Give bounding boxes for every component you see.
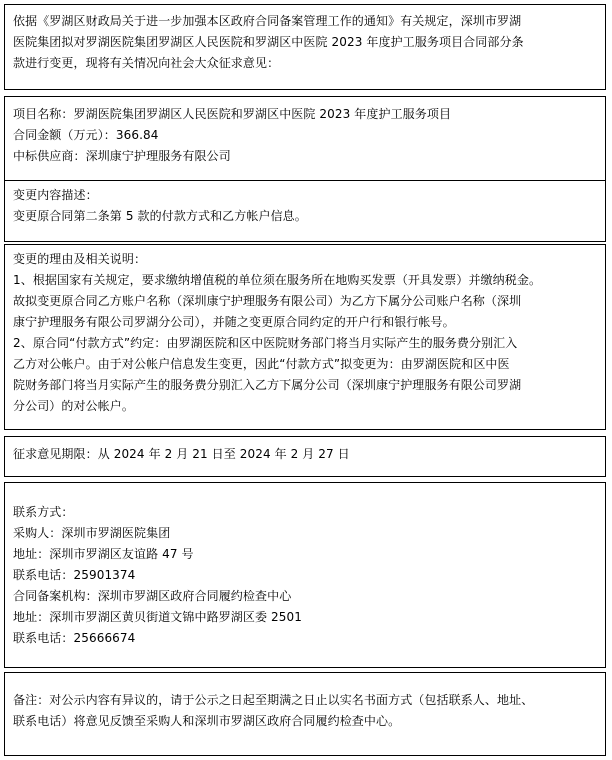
project-name: 项目名称：罗湖医院集团罗湖区人民医院和罗湖区中医院 2023 年度护工服务项目 xyxy=(13,107,452,121)
deadline-text: 征求意见期限：从 2024 年 2 月 21 日至 2024 年 2 月 27 日 xyxy=(13,447,350,461)
note-section xyxy=(4,672,606,756)
note-line: 联系电话）将意见反馈至采购人和深圳市罗湖区政府合同履约检查中心。 xyxy=(13,714,401,728)
purchaser-address: 地址：深圳市罗湖区友谊路 47 号 xyxy=(13,547,194,561)
reason-line: 乙方对公帐户。由于对公帐户信息发生变更，因此“付款方式”拟变更为：由罗湖医院和区中医 xyxy=(13,357,510,371)
filing-agency: 合同备案机构：深圳市罗湖区政府合同履约检查中心 xyxy=(13,589,292,603)
reason-line: 康宁护理服务有限公司罗湖分公司），并随之变更原合同约定的开户行和银行帐号。 xyxy=(13,315,455,329)
deadline-section xyxy=(4,436,606,477)
intro-line: 款进行变更，现将有关情况向社会大众征求意见： xyxy=(13,56,280,70)
contact-title: 联系方式： xyxy=(13,505,74,519)
reason-line: 故拟变更原合同乙方账户名称（深圳康宁护理服务有限公司）为乙方下属分公司账户名称（深圳 xyxy=(13,294,522,308)
reason-line: 1、根据国家有关规定，要求缴纳增值税的单位须在服务所在地购买发票（开具发票）并缴纳税金。 xyxy=(13,273,542,287)
purchaser-phone: 联系电话：25901374 xyxy=(13,568,136,582)
intro-section xyxy=(4,4,606,90)
purchaser: 采购人：深圳市罗湖医院集团 xyxy=(13,526,171,540)
reasons-section xyxy=(4,244,606,430)
agency-address: 地址：深圳市罗湖区黄贝街道文锦中路罗湖区委 2501 xyxy=(13,610,302,624)
change-content: 变更原合同第二条第 5 款的付款方式和乙方帐户信息。 xyxy=(13,209,307,223)
reason-line: 院财务部门将当月实际产生的服务费分别汇入乙方下属分公司（深圳康宁护理服务有限公司罗湖 xyxy=(13,378,522,392)
winning-supplier: 中标供应商：深圳康宁护理服务有限公司 xyxy=(13,149,231,163)
note-line: 备注：对公示内容有异议的，请于公示之日起至期满之日止以实名书面方式（包括联系人、地址、 xyxy=(13,693,534,707)
reason-line: 2、原合同“付款方式”约定：由罗湖医院和区中医院财务部门将当月实际产生的服务费分别汇入 xyxy=(13,336,518,350)
intro-line: 医院集团拟对罗湖医院集团罗湖区人民医院和罗湖区中医院 2023 年度护工服务项目合同部分条 xyxy=(13,35,524,49)
reasons-title: 变更的理由及相关说明： xyxy=(13,252,147,266)
change-title: 变更内容描述： xyxy=(13,188,98,202)
project-section xyxy=(4,96,606,182)
agency-phone: 联系电话：25666674 xyxy=(13,631,136,645)
contract-amount: 合同金额（万元）：366.84 xyxy=(13,128,159,142)
contact-section xyxy=(4,482,606,668)
intro-line: 依据《罗湖区财政局关于进一步加强本区政府合同备案管理工作的通知》有关规定，深圳市罗湖 xyxy=(13,14,522,28)
reason-line: 分公司）的对公帐户。 xyxy=(13,399,135,413)
notice-document xyxy=(4,4,608,756)
change-section xyxy=(4,180,606,242)
